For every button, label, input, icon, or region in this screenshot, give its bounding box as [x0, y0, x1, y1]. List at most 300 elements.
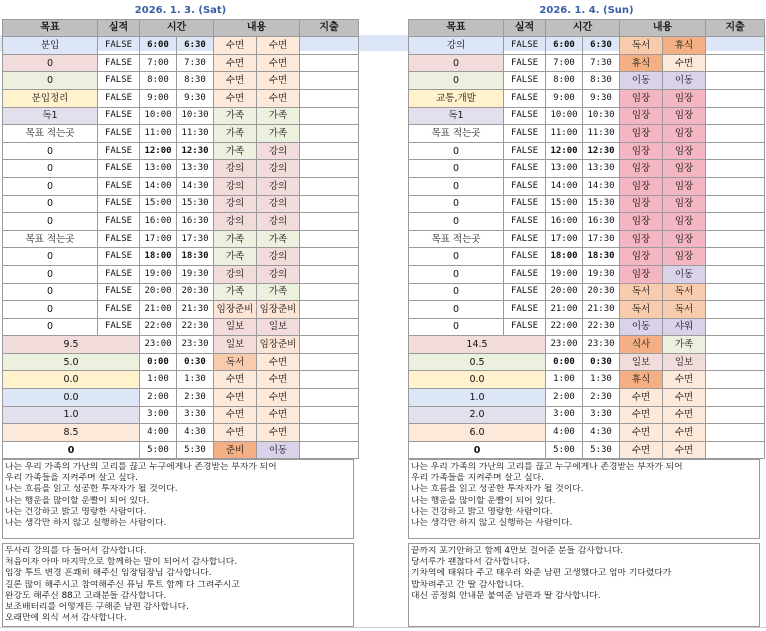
actual-cell[interactable]: FALSE: [504, 89, 546, 107]
actual-cell[interactable]: FALSE: [98, 265, 140, 283]
content-cell-1[interactable]: 임장준비: [214, 301, 257, 319]
content-cell-2[interactable]: 임장: [663, 195, 706, 213]
content-cell-1[interactable]: 수면: [214, 424, 257, 442]
expense-cell[interactable]: [706, 301, 765, 319]
goal-cell[interactable]: 0: [3, 318, 98, 336]
time-start-cell[interactable]: 3:00: [140, 406, 177, 424]
actual-cell[interactable]: FALSE: [98, 195, 140, 213]
time-start-cell[interactable]: 3:00: [546, 406, 583, 424]
time-half-cell[interactable]: 12:30: [583, 142, 620, 160]
time-start-cell[interactable]: 20:00: [546, 283, 583, 301]
content-cell-2[interactable]: 수면: [257, 424, 300, 442]
actual-cell[interactable]: FALSE: [504, 213, 546, 231]
actual-cell[interactable]: FALSE: [504, 248, 546, 266]
content-cell-1[interactable]: 강의: [214, 160, 257, 178]
content-cell-1[interactable]: 휴식: [620, 371, 663, 389]
goal-header[interactable]: 목표: [3, 19, 98, 37]
summary-value-cell[interactable]: 0.0: [3, 371, 140, 389]
content-cell-2[interactable]: 수면: [663, 406, 706, 424]
actual-cell[interactable]: FALSE: [504, 318, 546, 336]
content-cell-2[interactable]: 샤워: [663, 318, 706, 336]
content-cell-2[interactable]: 수면: [257, 72, 300, 90]
time-start-cell[interactable]: 22:00: [140, 318, 177, 336]
right-gratitude-journal[interactable]: [408, 543, 760, 627]
content-cell-1[interactable]: 수면: [620, 424, 663, 442]
content-cell-2[interactable]: 임장: [663, 177, 706, 195]
right-affirmations[interactable]: [408, 459, 760, 539]
time-start-cell[interactable]: 21:00: [140, 301, 177, 319]
time-half-cell[interactable]: 17:30: [177, 230, 214, 248]
time-start-cell[interactable]: 12:00: [140, 142, 177, 160]
content-cell-2[interactable]: 수면: [257, 389, 300, 407]
expense-cell[interactable]: [706, 318, 765, 336]
goal-cell[interactable]: 0: [409, 160, 504, 178]
content-cell-2[interactable]: 임장: [663, 213, 706, 231]
time-start-cell[interactable]: 19:00: [140, 265, 177, 283]
expense-cell[interactable]: [300, 265, 359, 283]
content-cell-2[interactable]: 임장: [663, 125, 706, 143]
time-half-cell[interactable]: 8:30: [583, 72, 620, 90]
content-cell-2[interactable]: 수면: [257, 54, 300, 72]
expense-cell[interactable]: [706, 177, 765, 195]
goal-cell[interactable]: 독1: [409, 107, 504, 125]
summary-value-cell[interactable]: 8.5: [3, 424, 140, 442]
content-cell-2[interactable]: 수면: [663, 441, 706, 459]
expense-cell[interactable]: [706, 89, 765, 107]
expense-cell[interactable]: [300, 195, 359, 213]
expense-cell[interactable]: [706, 213, 765, 231]
time-half-cell[interactable]: 23:30: [583, 336, 620, 354]
time-half-cell[interactable]: 23:30: [177, 336, 214, 354]
content-cell-1[interactable]: 수면: [620, 406, 663, 424]
time-start-cell[interactable]: 2:00: [546, 389, 583, 407]
content-cell-2[interactable]: 수면: [257, 371, 300, 389]
goal-cell[interactable]: 0: [3, 265, 98, 283]
content-cell-1[interactable]: 일보: [214, 336, 257, 354]
time-start-cell[interactable]: 20:00: [140, 283, 177, 301]
content-cell-1[interactable]: 일보: [620, 353, 663, 371]
expense-cell[interactable]: [706, 371, 765, 389]
expense-cell[interactable]: [300, 125, 359, 143]
time-half-cell[interactable]: 21:30: [177, 301, 214, 319]
time-start-cell[interactable]: 7:00: [546, 54, 583, 72]
time-start-cell[interactable]: 0:00: [546, 353, 583, 371]
actual-header[interactable]: 실적: [98, 19, 140, 37]
expense-cell[interactable]: [706, 283, 765, 301]
time-half-cell[interactable]: 4:30: [177, 424, 214, 442]
expense-cell[interactable]: [300, 213, 359, 231]
goal-cell[interactable]: 0: [409, 213, 504, 231]
time-half-cell[interactable]: 5:30: [177, 441, 214, 459]
actual-cell[interactable]: FALSE: [98, 160, 140, 178]
actual-cell[interactable]: FALSE: [98, 283, 140, 301]
goal-cell[interactable]: 교통,개발: [409, 89, 504, 107]
content-cell-1[interactable]: 식사: [620, 336, 663, 354]
goal-cell[interactable]: 0: [3, 195, 98, 213]
time-start-cell[interactable]: 8:00: [546, 72, 583, 90]
goal-cell[interactable]: 0: [3, 213, 98, 231]
content-cell-2[interactable]: 강의: [257, 142, 300, 160]
actual-cell[interactable]: FALSE: [98, 125, 140, 143]
actual-cell[interactable]: FALSE: [98, 213, 140, 231]
time-half-cell[interactable]: 8:30: [177, 72, 214, 90]
content-cell-2[interactable]: 강의: [257, 265, 300, 283]
actual-cell[interactable]: FALSE: [98, 248, 140, 266]
time-half-cell[interactable]: 1:30: [583, 371, 620, 389]
time-start-cell[interactable]: 16:00: [140, 213, 177, 231]
time-start-cell[interactable]: 15:00: [140, 195, 177, 213]
expense-cell[interactable]: [300, 336, 359, 354]
content-cell-2[interactable]: 임장: [663, 230, 706, 248]
content-cell-2[interactable]: 휴식: [663, 37, 706, 55]
actual-cell[interactable]: FALSE: [504, 107, 546, 125]
goal-cell[interactable]: 0: [409, 318, 504, 336]
expense-cell[interactable]: [706, 441, 765, 459]
time-start-cell[interactable]: 22:00: [546, 318, 583, 336]
expense-cell[interactable]: [706, 54, 765, 72]
content-cell-2[interactable]: 이동: [663, 72, 706, 90]
content-cell-1[interactable]: 가족: [214, 283, 257, 301]
actual-cell[interactable]: FALSE: [504, 265, 546, 283]
time-start-cell[interactable]: 1:00: [546, 371, 583, 389]
actual-cell[interactable]: FALSE: [504, 177, 546, 195]
content-cell-2[interactable]: 가족: [663, 336, 706, 354]
goal-cell[interactable]: 분입정리: [3, 89, 98, 107]
content-cell-2[interactable]: 수면: [663, 54, 706, 72]
time-start-cell[interactable]: 23:00: [140, 336, 177, 354]
content-cell-1[interactable]: 임장: [620, 142, 663, 160]
expense-cell[interactable]: [706, 248, 765, 266]
expense-cell[interactable]: [300, 371, 359, 389]
time-half-cell[interactable]: 22:30: [583, 318, 620, 336]
content-cell-1[interactable]: 수면: [214, 72, 257, 90]
content-cell-2[interactable]: 임장준비: [257, 336, 300, 354]
content-cell-2[interactable]: 강의: [257, 195, 300, 213]
content-cell-1[interactable]: 임장: [620, 230, 663, 248]
time-start-cell[interactable]: 19:00: [546, 265, 583, 283]
expense-cell[interactable]: [706, 389, 765, 407]
expense-cell[interactable]: [706, 72, 765, 90]
goal-cell[interactable]: 0: [3, 177, 98, 195]
time-start-cell[interactable]: 10:00: [140, 107, 177, 125]
time-half-cell[interactable]: 0:30: [177, 353, 214, 371]
time-half-cell[interactable]: 11:30: [583, 125, 620, 143]
goal-cell[interactable]: 목표 적는곳: [3, 230, 98, 248]
actual-cell[interactable]: FALSE: [98, 230, 140, 248]
goal-cell[interactable]: 목표 적는곳: [409, 230, 504, 248]
goal-cell[interactable]: 목표 적는곳: [3, 125, 98, 143]
time-half-cell[interactable]: 7:30: [583, 54, 620, 72]
content-cell-2[interactable]: 가족: [257, 230, 300, 248]
goal-cell[interactable]: 분입: [3, 37, 98, 55]
time-start-cell[interactable]: 5:00: [140, 441, 177, 459]
expense-cell[interactable]: [300, 160, 359, 178]
summary-value-cell[interactable]: 5.0: [3, 353, 140, 371]
expense-cell[interactable]: [300, 107, 359, 125]
content-cell-2[interactable]: 임장: [663, 160, 706, 178]
time-half-cell[interactable]: 20:30: [583, 283, 620, 301]
time-header[interactable]: 시간: [546, 19, 620, 37]
time-start-cell[interactable]: 9:00: [546, 89, 583, 107]
content-cell-1[interactable]: 수면: [214, 54, 257, 72]
time-start-cell[interactable]: 0:00: [140, 353, 177, 371]
time-half-cell[interactable]: 17:30: [583, 230, 620, 248]
actual-cell[interactable]: FALSE: [504, 142, 546, 160]
content-cell-1[interactable]: 수면: [214, 371, 257, 389]
time-start-cell[interactable]: 11:00: [140, 125, 177, 143]
expense-cell[interactable]: [706, 406, 765, 424]
goal-cell[interactable]: 0: [3, 301, 98, 319]
content-cell-1[interactable]: 독서: [214, 353, 257, 371]
time-half-cell[interactable]: 18:30: [583, 248, 620, 266]
content-cell-2[interactable]: 가족: [257, 283, 300, 301]
time-half-cell[interactable]: 5:30: [583, 441, 620, 459]
time-half-cell[interactable]: 15:30: [177, 195, 214, 213]
summary-value-cell[interactable]: 14.5: [409, 336, 546, 354]
expense-cell[interactable]: [300, 54, 359, 72]
summary-value-cell[interactable]: 1.0: [409, 389, 546, 407]
time-start-cell[interactable]: 18:00: [140, 248, 177, 266]
content-header[interactable]: 내용: [620, 19, 706, 37]
time-start-cell[interactable]: 17:00: [546, 230, 583, 248]
time-half-cell[interactable]: 20:30: [177, 283, 214, 301]
time-start-cell[interactable]: 6:00: [546, 37, 583, 55]
time-half-cell[interactable]: 3:30: [177, 406, 214, 424]
left-affirmations[interactable]: [2, 459, 354, 539]
actual-cell[interactable]: FALSE: [98, 72, 140, 90]
content-cell-1[interactable]: 임장: [620, 107, 663, 125]
time-start-cell[interactable]: 10:00: [546, 107, 583, 125]
actual-cell[interactable]: FALSE: [504, 283, 546, 301]
expense-cell[interactable]: [706, 353, 765, 371]
time-start-cell[interactable]: 14:00: [140, 177, 177, 195]
summary-value-cell[interactable]: 0.5: [409, 353, 546, 371]
time-half-cell[interactable]: 19:30: [177, 265, 214, 283]
content-cell-2[interactable]: 이동: [663, 265, 706, 283]
content-cell-1[interactable]: 임장: [620, 195, 663, 213]
content-cell-1[interactable]: 임장: [620, 89, 663, 107]
goal-cell[interactable]: 목표 적는곳: [409, 125, 504, 143]
expense-header[interactable]: 지출: [706, 19, 765, 37]
actual-cell[interactable]: FALSE: [504, 301, 546, 319]
time-half-cell[interactable]: 3:30: [583, 406, 620, 424]
content-cell-2[interactable]: 이동: [257, 441, 300, 459]
time-half-cell[interactable]: 7:30: [177, 54, 214, 72]
time-half-cell[interactable]: 6:30: [177, 37, 214, 55]
time-half-cell[interactable]: 2:30: [177, 389, 214, 407]
time-start-cell[interactable]: 6:00: [140, 37, 177, 55]
left-gratitude-journal[interactable]: [2, 543, 354, 627]
expense-cell[interactable]: [706, 142, 765, 160]
expense-cell[interactable]: [706, 265, 765, 283]
time-half-cell[interactable]: 13:30: [583, 160, 620, 178]
expense-cell[interactable]: [300, 72, 359, 90]
time-half-cell[interactable]: 18:30: [177, 248, 214, 266]
content-cell-2[interactable]: 강의: [257, 248, 300, 266]
time-half-cell[interactable]: 12:30: [177, 142, 214, 160]
content-cell-2[interactable]: 수면: [663, 371, 706, 389]
content-cell-2[interactable]: 일보: [257, 318, 300, 336]
actual-cell[interactable]: FALSE: [504, 160, 546, 178]
goal-cell[interactable]: 0: [409, 142, 504, 160]
actual-cell[interactable]: FALSE: [504, 125, 546, 143]
time-half-cell[interactable]: 16:30: [583, 213, 620, 231]
content-cell-2[interactable]: 수면: [257, 353, 300, 371]
content-cell-1[interactable]: 수면: [214, 37, 257, 55]
goal-cell[interactable]: 0: [3, 283, 98, 301]
time-start-cell[interactable]: 4:00: [546, 424, 583, 442]
content-cell-1[interactable]: 수면: [214, 89, 257, 107]
time-header[interactable]: 시간: [140, 19, 214, 37]
expense-cell[interactable]: [300, 283, 359, 301]
actual-cell[interactable]: FALSE: [98, 37, 140, 55]
time-half-cell[interactable]: 2:30: [583, 389, 620, 407]
content-cell-2[interactable]: 독서: [663, 283, 706, 301]
expense-cell[interactable]: [706, 160, 765, 178]
time-half-cell[interactable]: 6:30: [583, 37, 620, 55]
content-cell-1[interactable]: 임장: [620, 125, 663, 143]
content-cell-1[interactable]: 이동: [620, 318, 663, 336]
time-start-cell[interactable]: 13:00: [546, 160, 583, 178]
time-start-cell[interactable]: 16:00: [546, 213, 583, 231]
time-start-cell[interactable]: 18:00: [546, 248, 583, 266]
content-cell-2[interactable]: 임장: [663, 107, 706, 125]
goal-cell[interactable]: 0: [409, 54, 504, 72]
summary-value-cell[interactable]: 1.0: [3, 406, 140, 424]
time-start-cell[interactable]: 4:00: [140, 424, 177, 442]
time-start-cell[interactable]: 23:00: [546, 336, 583, 354]
actual-cell[interactable]: FALSE: [98, 177, 140, 195]
content-cell-2[interactable]: 강의: [257, 177, 300, 195]
summary-value-cell[interactable]: 0.0: [409, 371, 546, 389]
actual-cell[interactable]: FALSE: [98, 318, 140, 336]
summary-value-cell[interactable]: 0: [409, 441, 546, 459]
time-start-cell[interactable]: 2:00: [140, 389, 177, 407]
time-half-cell[interactable]: 10:30: [177, 107, 214, 125]
content-cell-1[interactable]: 독서: [620, 37, 663, 55]
summary-value-cell[interactable]: 0: [3, 441, 140, 459]
content-header[interactable]: 내용: [214, 19, 300, 37]
time-half-cell[interactable]: 4:30: [583, 424, 620, 442]
content-cell-2[interactable]: 강의: [257, 160, 300, 178]
time-start-cell[interactable]: 14:00: [546, 177, 583, 195]
actual-cell[interactable]: FALSE: [98, 301, 140, 319]
content-cell-1[interactable]: 준비: [214, 441, 257, 459]
content-cell-1[interactable]: 가족: [214, 125, 257, 143]
content-cell-1[interactable]: 강의: [214, 195, 257, 213]
content-cell-1[interactable]: 임장: [620, 265, 663, 283]
expense-cell[interactable]: [300, 353, 359, 371]
goal-cell[interactable]: 0: [409, 283, 504, 301]
content-cell-2[interactable]: 수면: [257, 89, 300, 107]
expense-cell[interactable]: [706, 230, 765, 248]
time-half-cell[interactable]: 0:30: [583, 353, 620, 371]
time-half-cell[interactable]: 1:30: [177, 371, 214, 389]
goal-cell[interactable]: 0: [3, 160, 98, 178]
goal-cell[interactable]: 강의: [409, 37, 504, 55]
expense-cell[interactable]: [706, 37, 765, 55]
goal-cell[interactable]: 0: [409, 177, 504, 195]
content-cell-1[interactable]: 일보: [214, 318, 257, 336]
time-half-cell[interactable]: 22:30: [177, 318, 214, 336]
actual-cell[interactable]: FALSE: [504, 230, 546, 248]
expense-cell[interactable]: [706, 107, 765, 125]
content-cell-2[interactable]: 임장: [663, 89, 706, 107]
expense-cell[interactable]: [300, 301, 359, 319]
content-cell-2[interactable]: 강의: [257, 213, 300, 231]
expense-cell[interactable]: [300, 424, 359, 442]
expense-header[interactable]: 지출: [300, 19, 359, 37]
expense-cell[interactable]: [706, 424, 765, 442]
actual-cell[interactable]: FALSE: [98, 142, 140, 160]
summary-value-cell[interactable]: 6.0: [409, 424, 546, 442]
actual-cell[interactable]: FALSE: [98, 107, 140, 125]
time-start-cell[interactable]: 11:00: [546, 125, 583, 143]
time-half-cell[interactable]: 21:30: [583, 301, 620, 319]
time-half-cell[interactable]: 14:30: [177, 177, 214, 195]
time-start-cell[interactable]: 7:00: [140, 54, 177, 72]
time-half-cell[interactable]: 13:30: [177, 160, 214, 178]
content-cell-1[interactable]: 수면: [214, 389, 257, 407]
goal-cell[interactable]: 0: [3, 248, 98, 266]
goal-cell[interactable]: 0: [3, 54, 98, 72]
content-cell-2[interactable]: 임장: [663, 248, 706, 266]
content-cell-2[interactable]: 가족: [257, 125, 300, 143]
actual-cell[interactable]: FALSE: [98, 89, 140, 107]
content-cell-2[interactable]: 수면: [663, 424, 706, 442]
goal-cell[interactable]: 0: [409, 72, 504, 90]
actual-header[interactable]: 실적: [504, 19, 546, 37]
content-cell-1[interactable]: 가족: [214, 230, 257, 248]
expense-cell[interactable]: [300, 177, 359, 195]
goal-cell[interactable]: 0: [3, 72, 98, 90]
content-cell-1[interactable]: 휴식: [620, 54, 663, 72]
content-cell-1[interactable]: 수면: [620, 389, 663, 407]
time-half-cell[interactable]: 19:30: [583, 265, 620, 283]
content-cell-1[interactable]: 이동: [620, 72, 663, 90]
summary-value-cell[interactable]: 9.5: [3, 336, 140, 354]
time-half-cell[interactable]: 11:30: [177, 125, 214, 143]
content-cell-1[interactable]: 임장: [620, 177, 663, 195]
expense-cell[interactable]: [300, 89, 359, 107]
content-cell-1[interactable]: 가족: [214, 142, 257, 160]
content-cell-1[interactable]: 임장: [620, 248, 663, 266]
content-cell-2[interactable]: 가족: [257, 107, 300, 125]
content-cell-2[interactable]: 일보: [663, 353, 706, 371]
content-cell-1[interactable]: 강의: [214, 177, 257, 195]
goal-cell[interactable]: 0: [409, 195, 504, 213]
actual-cell[interactable]: FALSE: [504, 72, 546, 90]
time-half-cell[interactable]: 15:30: [583, 195, 620, 213]
goal-cell[interactable]: 0: [409, 248, 504, 266]
content-cell-1[interactable]: 독서: [620, 301, 663, 319]
time-half-cell[interactable]: 9:30: [177, 89, 214, 107]
expense-cell[interactable]: [706, 195, 765, 213]
time-start-cell[interactable]: 13:00: [140, 160, 177, 178]
summary-value-cell[interactable]: 2.0: [409, 406, 546, 424]
content-cell-2[interactable]: 독서: [663, 301, 706, 319]
content-cell-1[interactable]: 독서: [620, 283, 663, 301]
time-half-cell[interactable]: 9:30: [583, 89, 620, 107]
time-start-cell[interactable]: 9:00: [140, 89, 177, 107]
expense-cell[interactable]: [300, 230, 359, 248]
content-cell-1[interactable]: 임장: [620, 213, 663, 231]
time-half-cell[interactable]: 16:30: [177, 213, 214, 231]
time-start-cell[interactable]: 8:00: [140, 72, 177, 90]
expense-cell[interactable]: [300, 389, 359, 407]
time-half-cell[interactable]: 10:30: [583, 107, 620, 125]
expense-cell[interactable]: [300, 441, 359, 459]
